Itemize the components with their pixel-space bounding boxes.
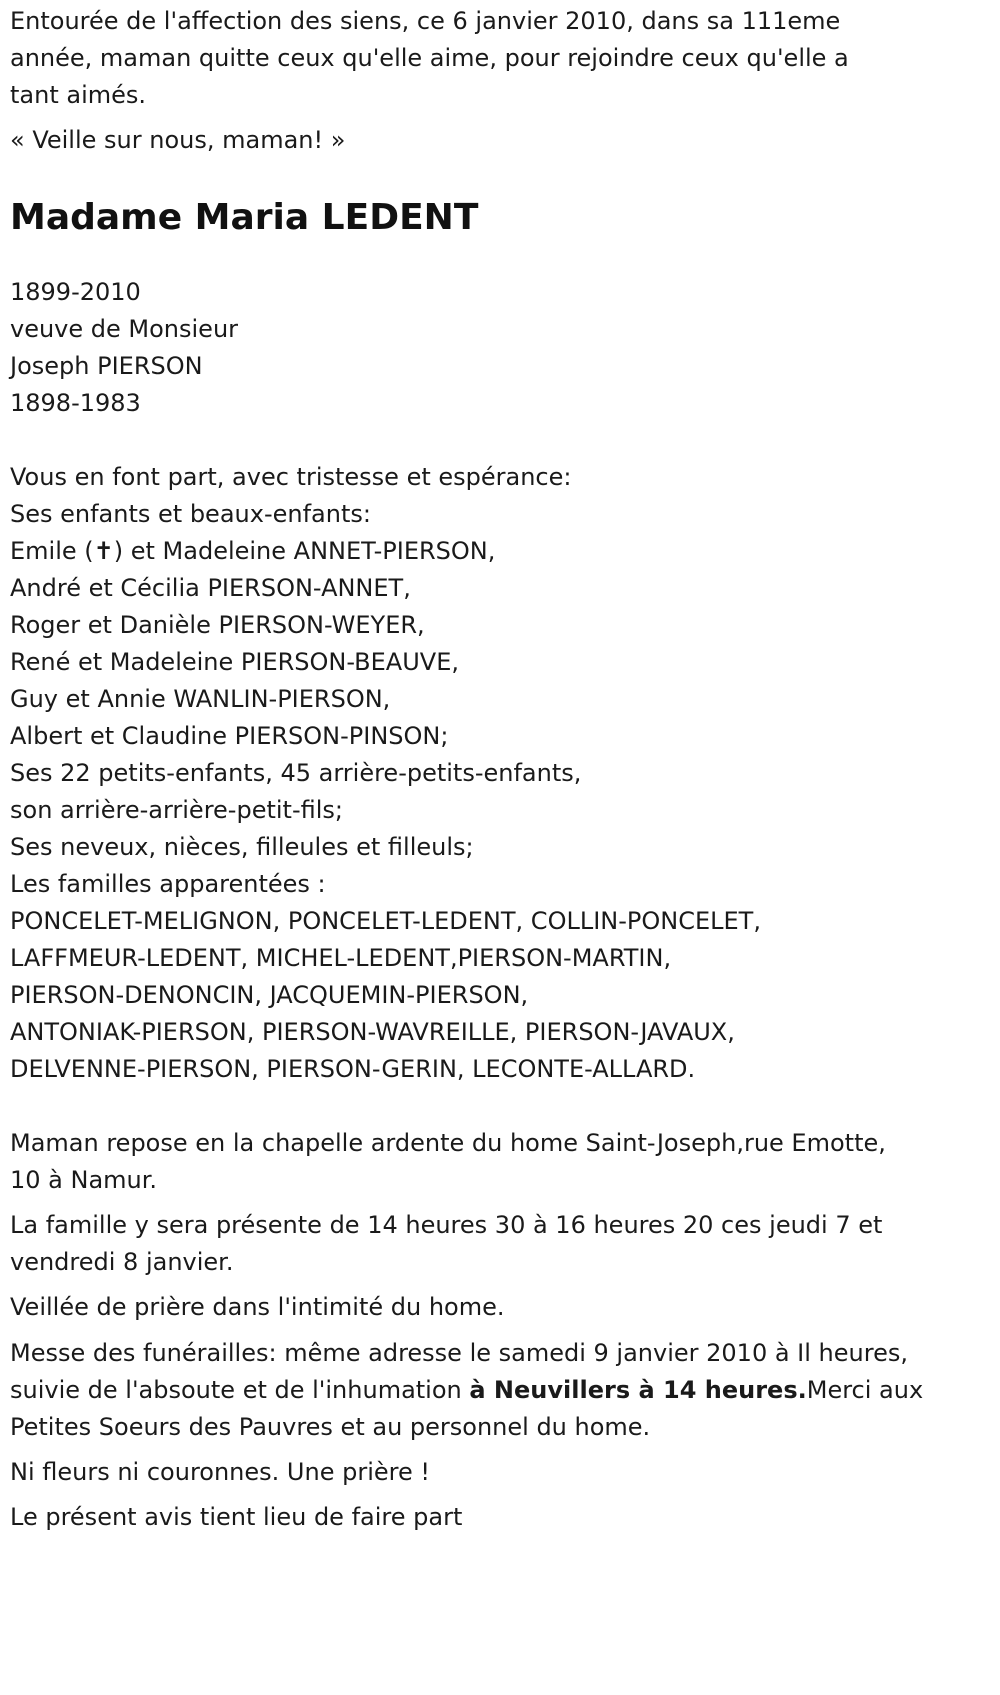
family-line: Ses 22 petits-enfants, 45 arrière-petits-enfants,	[10, 759, 582, 787]
deceased-name: Madame Maria LEDENT	[10, 196, 479, 238]
family-line: Albert et Claudine PIERSON-PINSON;	[10, 722, 449, 750]
family-line: LAFFMEUR-LEDENT, MICHEL-LEDENT,PIERSON-MARTIN,	[10, 944, 672, 972]
family-line: Ses neveux, nièces, filleules et filleuls;	[10, 833, 474, 861]
veillee-paragraph: Veillée de prière dans l'intimité du home.	[10, 1293, 505, 1321]
family-line: Ses enfants et beaux-enfants:	[10, 500, 371, 528]
messe-paragraph	[10, 1335, 990, 1446]
repose-line-2: 10 à Namur.	[10, 1166, 158, 1194]
family-list	[10, 496, 990, 1088]
family-line: PIERSON-DENONCIN, JACQUEMIN-PIERSON,	[10, 981, 529, 1009]
family-line: ANTONIAK-PIERSON, PIERSON-WAVREILLE, PIERSON-JAVAUX,	[10, 1018, 735, 1046]
family-line: Roger et Danièle PIERSON-WEYER,	[10, 611, 425, 639]
family-line: son arrière-arrière-petit-fils;	[10, 796, 343, 824]
announcement: Vous en font part, avec tristesse et espérance:	[10, 462, 572, 491]
intro-paragraph	[10, 3, 990, 114]
family-line: PONCELET-MELIGNON, PONCELET-LEDENT, COLLIN-PONCELET,	[10, 907, 761, 935]
family-line: Guy et Annie WANLIN-PIERSON,	[10, 685, 391, 713]
family-line: Les familles apparentées :	[10, 870, 326, 898]
family-line: DELVENNE-PIERSON, PIERSON-GERIN, LECONTE-ALLARD.	[10, 1055, 696, 1083]
messe-line-2	[10, 1372, 990, 1409]
detail-line: 1899-2010	[10, 277, 141, 306]
family-line: André et Cécilia PIERSON-ANNET,	[10, 574, 411, 602]
detail-line: veuve de Monsieur	[10, 314, 239, 343]
messe-line-2-end: Merci aux	[806, 1375, 924, 1404]
detail-line: 1898-1983	[10, 388, 141, 417]
intro-line-3: tant aimés.	[10, 81, 147, 109]
footer-note: Le présent avis tient lieu de faire part	[10, 1503, 463, 1531]
intro-line-2: année, maman quitte ceux qu'elle aime, pour rejoindre ceux qu'elle a	[10, 44, 849, 72]
family-line: Emile (✝) et Madeleine ANNET-PIERSON,	[10, 537, 496, 565]
detail-line: Joseph PIERSON	[10, 351, 203, 380]
presence-line-2: vendredi 8 janvier.	[10, 1248, 234, 1276]
repose-paragraph	[10, 1125, 990, 1199]
fleurs-paragraph: Ni fleurs ni couronnes. Une prière !	[10, 1457, 430, 1486]
repose-line-1: Maman repose en la chapelle ardente du home Saint-Joseph,rue Emotte,	[10, 1129, 886, 1157]
presence-paragraph	[10, 1207, 990, 1281]
intro-line-1: Entourée de l'affection des siens, ce 6 janvier 2010, dans sa 111eme	[10, 7, 841, 35]
deceased-details	[10, 274, 990, 422]
family-line: René et Madeleine PIERSON-BEAUVE,	[10, 648, 459, 676]
messe-line-1: Messe des funérailles: même adresse le samedi 9 janvier 2010 à Il heures,	[10, 1338, 908, 1367]
presence-line-1: La famille y sera présente de 14 heures 30 à 16 heures 20 ces jeudi 7 et	[10, 1211, 883, 1239]
messe-line-2-start: suivie de l'absoute et de l'inhumation	[10, 1375, 470, 1404]
intro-quote: « Veille sur nous, maman! »	[10, 126, 346, 154]
messe-burial-place: à Neuvillers à 14 heures.	[469, 1375, 807, 1404]
obituary-notice	[10, 3, 990, 1537]
messe-line-3: Petites Soeurs des Pauvres et au personnel du home.	[10, 1412, 651, 1441]
